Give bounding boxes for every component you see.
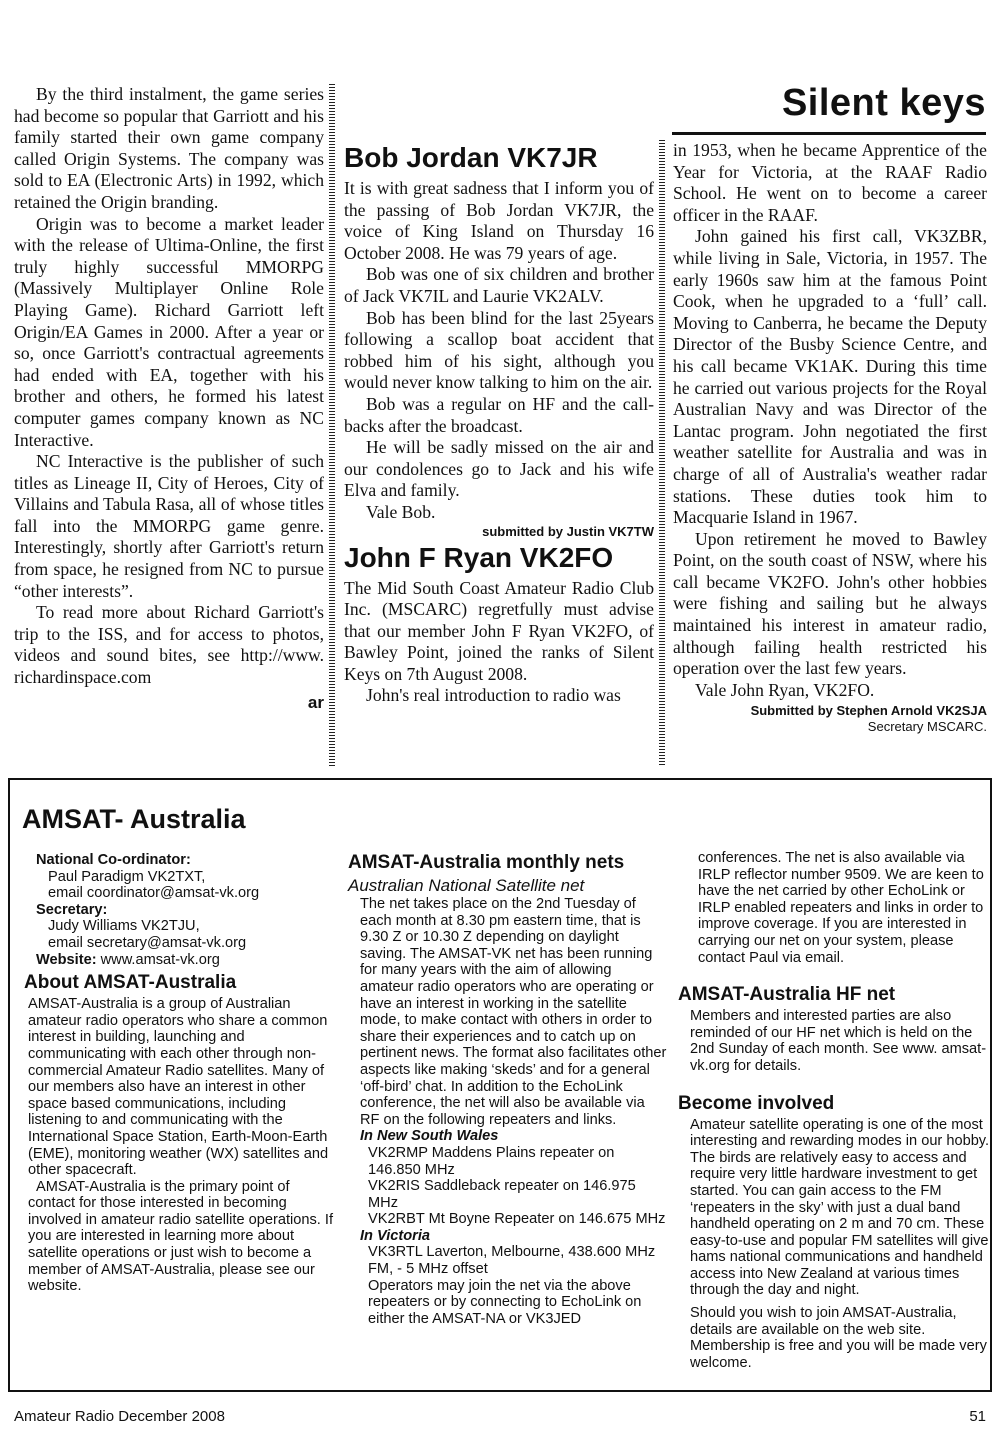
coordinator-label: National Co-ordinator: — [36, 852, 191, 868]
section-title: Silent keys — [781, 82, 986, 124]
submitted-by: Submitted by Stephen Arnold VK2SJA — [750, 703, 987, 719]
website-value: www.amsat-vk.org — [96, 951, 220, 968]
amsat-column-nets — [348, 852, 668, 1327]
secretary-email: email secretary@amsat-vk.org — [48, 934, 247, 951]
amsat-australia-box — [8, 778, 992, 1392]
end-mark: ar — [307, 692, 324, 712]
article-column-garriott — [14, 84, 324, 713]
article-column-obituaries — [344, 140, 654, 707]
amsat-title: AMSAT- Australia — [22, 804, 246, 834]
submitted-by: submitted by Justin VK7TW — [482, 523, 654, 539]
article-column-ryan-continued — [673, 140, 987, 735]
paragraph: AMSAT-Australia is a group of Australian amateur radio operators who share a common interest in building, launching and communicating with each other through non-commercial Amateur Radio satellites. Many of our members also have an interest in other space based communications, including listening to and communicating with the International Space Station, Earth-Moon-Earth (EME), monitoring weather (WX) satellites and other spacecraft. — [28, 996, 329, 1179]
secretary-name: Judy Williams VK2TJU, — [48, 918, 200, 935]
column-separator-right — [659, 140, 665, 766]
paragraph: Vale Bob. — [366, 501, 436, 522]
repeater-item: VK3RTL Laverton, Melbourne, 438.600 MHz FM, - 5 MHz offset — [368, 1244, 656, 1278]
about-heading: About AMSAT-Australia — [24, 972, 237, 994]
coordinator-name: Paul Paradigm VK2TXT, — [48, 868, 206, 885]
submitter-title: Secretary MSCARC. — [867, 719, 987, 735]
paragraph: Vale John Ryan, VK2FO. — [695, 679, 875, 700]
repeater-item: VK2RMP Maddens Plains repeater on 146.850 MHz — [368, 1144, 615, 1178]
victoria-label: In Victoria — [360, 1227, 431, 1244]
paragraph: The net takes place on the 2nd Tuesday of each month at 8.30 pm eastern time, that is 9.30 Z or 10.30 Z depending on daylight saving. The AMSAT-VK net has been running for many years with the aim of allowing amateur radio operators who are operating or have an interest in working in the satellite mode, to make contact with others in order to share their experiences and to catch up on pertinent news. The format also facilitates other aspects like making ‘skeds’ and for a general ‘off-bird’ chat. In addition to the EchoLink conference, the net will also be available via RF on the following repeaters and links. — [360, 896, 667, 1128]
heading-bob-jordan: Bob Jordan VK7JR — [344, 142, 598, 173]
coordinator-email: email coordinator@amsat-vk.org — [48, 885, 260, 902]
heading-john-ryan: John F Ryan VK2FO — [344, 541, 614, 573]
repeater-item: VK2RBT Mt Boyne Repeater on 146.675 MHz — [368, 1211, 666, 1228]
paragraph: conferences. The net is also available via IRLP reflector number 9509. We are keen to have the net carried by other EchoLink or IRLP enabled repeaters and links in order to improve coverage. If you are interested in carrying our net on your system, please contact Paul via email. — [698, 850, 984, 966]
hf-net-heading: AMSAT-Australia HF net — [678, 984, 896, 1006]
paragraph: NC Interactive is the publisher of such titles as Lineage II, City of Heroes, City of Villains and Tabula Rasa, all of whose titles fall into the MMORPG game genre. Interestingly, shortly after Garriott's return from space, he resigned from NC to pursue “other interests”. — [14, 451, 324, 601]
paragraph: AMSAT-Australia is the primary point of contact for those interested in becoming involved in amateur radio satellite operations. If you are interested in learning more about satellite operations or just wish to become a member of AMSAT-Australia, please see our website. — [28, 1178, 334, 1295]
website-line — [36, 952, 336, 969]
paragraph: Members and interested parties are also reminded of our HF net which is held on the 2nd Sunday of each month. See www. amsat-vk.org for details. — [690, 1008, 987, 1074]
paragraph: Bob was one of six children and brother of Jack VK7IL and Laurie VK2ALV. — [344, 264, 654, 306]
paragraph: By the third instalment, the game series had become so popular that Garriott and his family started their own game company called Origin Systems. The company was sold to EA (Electronic Arts) in 1992, which retained the Origin branding. — [14, 84, 324, 212]
paragraph: Amateur satellite operating is one of the most interesting and rewarding modes in our hobby. The birds are relatively easy to access and require very little hardware investment to get started. You can gain access to the FM ‘repeaters in the sky’ with just a dual band handheld operating on 2 m and 70 cm. These easy-to-use and popular FM satellites will give hams national communications and handheld access into New Zealand at various times through the day and night. — [690, 1116, 990, 1299]
paragraph: Operators may join the net via the above repeaters or by connecting to EchoLink on either the AMSAT-NA or VK3JED — [368, 1277, 642, 1327]
section-title-rule — [672, 132, 986, 135]
secretary-label: Secretary: — [36, 901, 108, 918]
page-number: 51 — [969, 1408, 986, 1425]
amsat-column-hf-involved — [678, 850, 990, 1371]
paragraph: John gained his first call, VK3ZBR, while living in Sale, Victoria, in 1957. The early 1960s saw him at the famous Point Cook, when he upgraded to a ‘full’ call. Moving to Canberra, he became the Deputy Director of the Busby Science Centre, and his call became VK1AK. During this time he carried out various projects for the Royal Australian Navy and was Director of the Lantac program. John negotiated the first weather satellite for Australia and was in charge of all of Australia's weather radar stations. These duties took him to Macquarie Island in 1967. — [673, 226, 987, 528]
become-involved-heading: Become involved — [678, 1092, 835, 1114]
paragraph: in 1953, when he became Apprentice of the Year for Victoria, at the RAAF Radio School. He went on to become a career officer in the RAAF. — [673, 140, 987, 225]
paragraph: Bob has been blind for the last 25years following a scallop boat accident that robbed him of his sight, although you would never know talking to him on the air. — [344, 307, 654, 393]
paragraph: Should you wish to join AMSAT-Australia, details are available on the web site. Membership is free and you will be made very welcome. — [690, 1305, 987, 1371]
paragraph: Origin was to become a market leader with the release of Ultima-Online, the first truly highly successful MMORPG (Massively Multiplayer Online Role Playing Game). Richard Garriott left Origin/EA Games in 2000. After a year or so, once Garriott's contractual agreements had ended with EA, together with his brother and others, he formed his latest computer games company known as NC Interactive. — [14, 213, 324, 450]
monthly-nets-heading: AMSAT-Australia monthly nets — [348, 852, 625, 873]
paragraph: The Mid South Coast Amateur Radio Club Inc. (MSCARC) regretfully must advise that our member John F Ryan VK2FO, of Bawley Point, joined the ranks of Silent Keys on 7th August 2008. — [344, 577, 654, 684]
paragraph: Upon retirement he moved to Bawley Point, on the south coast of NSW, where his call became VK2FO. John's other hobbies were fishing and sailing but he always maintained his interest in amateur radio, although failing health restricted his operation over the last few years. — [673, 528, 987, 679]
nsw-label: In New South Wales — [360, 1128, 499, 1145]
paragraph: Bob was a regular on HF and the call-backs after the broadcast. — [344, 393, 654, 436]
amsat-column-contacts — [24, 852, 336, 1295]
paragraph: He will be sadly missed on the air and our condolences go to Jack and his wife Elva and family. — [344, 437, 654, 501]
column-separator-left — [329, 84, 335, 766]
repeater-item: VK2RIS Saddleback repeater on 146.975 MHz — [368, 1178, 636, 1211]
satellite-net-subheading: Australian National Satellite net — [348, 876, 585, 895]
paragraph: It is with great sadness that I inform you of the passing of Bob Jordan VK7JR, the voice of King Island on Thursday 16 October 2008. He was 79 years of age. — [344, 178, 654, 263]
paragraph: To read more about Richard Garriott's trip to the ISS, and for access to photos, videos and sound bites, see http://www. richardinspace.com — [14, 602, 324, 688]
paragraph: John's real introduction to radio was — [366, 685, 621, 706]
website-label: Website: — [36, 951, 97, 968]
footer-publication: Amateur Radio December 2008 — [14, 1408, 225, 1425]
